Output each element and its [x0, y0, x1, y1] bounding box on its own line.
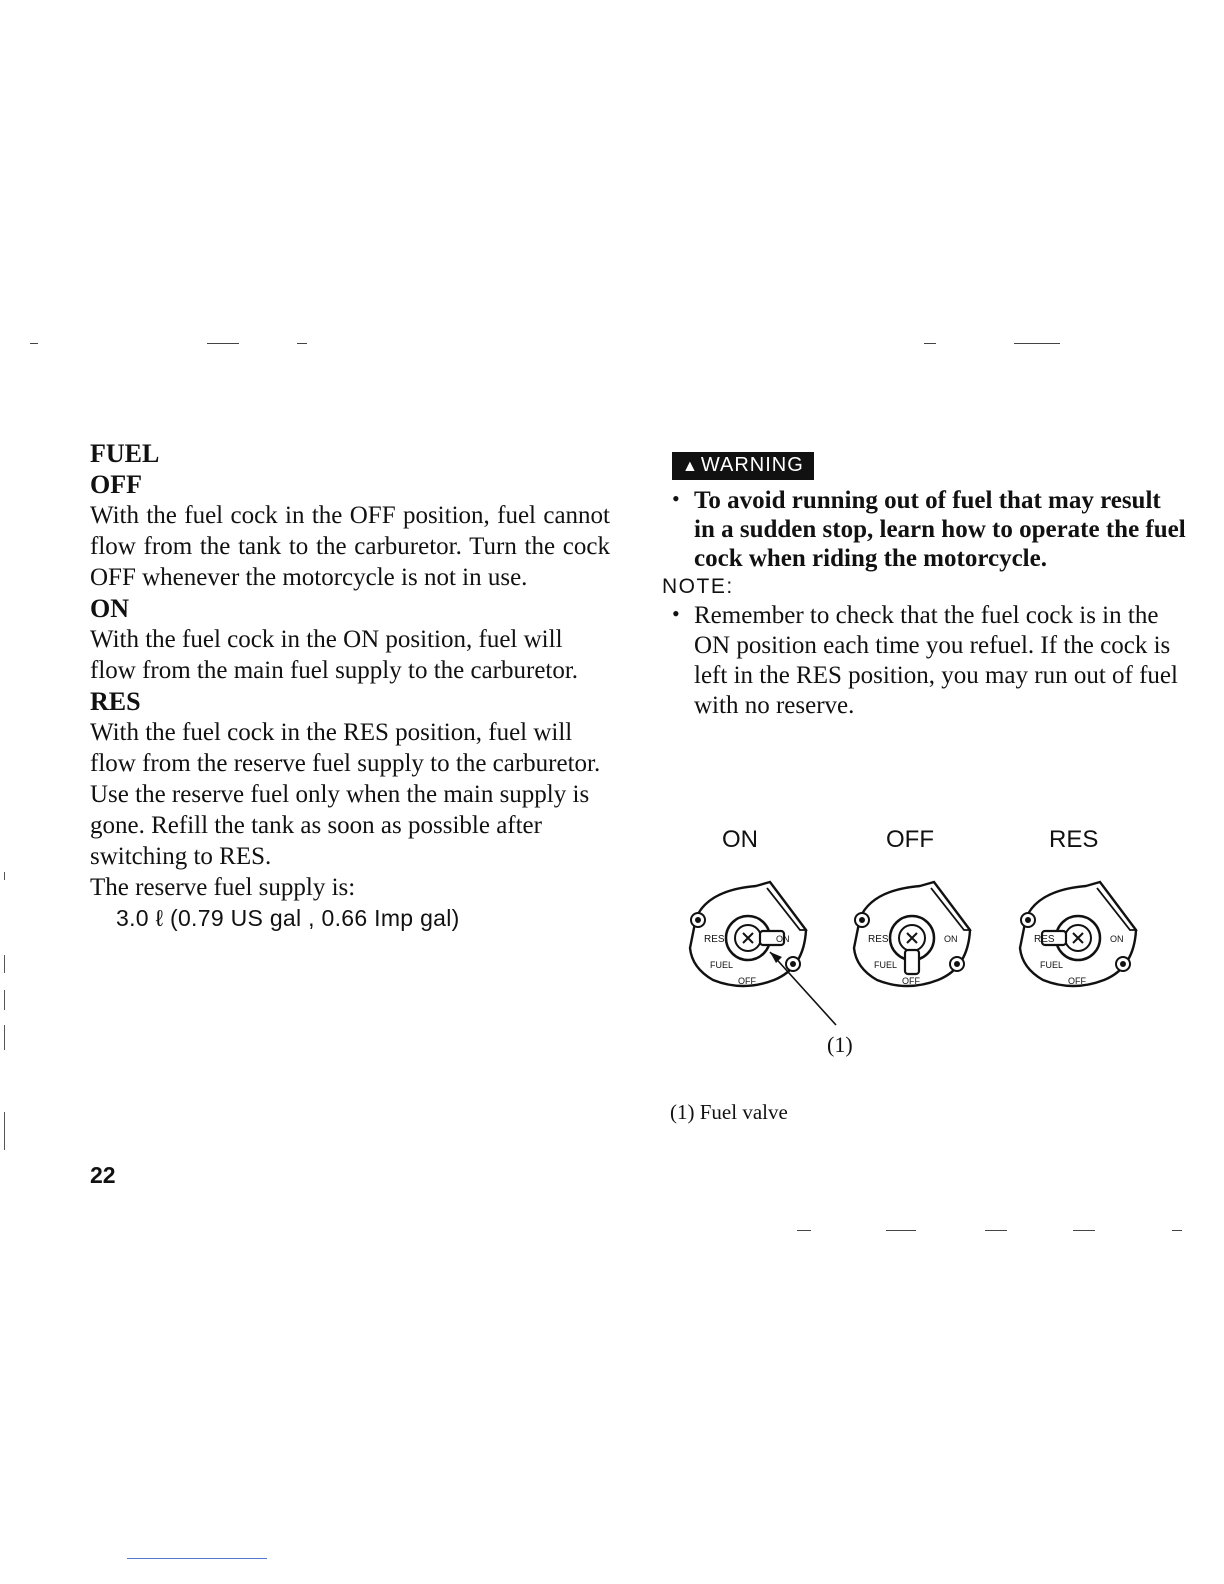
scan-mark	[985, 1230, 1007, 1231]
dial-text-fuel: FUEL	[1040, 960, 1064, 970]
warning-badge	[672, 452, 814, 480]
scan-mark	[924, 343, 936, 344]
scan-mark	[297, 343, 307, 344]
scan-mark	[207, 343, 239, 344]
scan-mark	[4, 1112, 5, 1150]
note-label: NOTE:	[662, 575, 734, 598]
dial-off	[854, 882, 970, 986]
scan-mark	[30, 343, 38, 344]
dial-text-on: ON	[944, 934, 958, 944]
scan-mark	[886, 1230, 916, 1231]
figure-caption: (1) Fuel valve	[670, 1100, 788, 1124]
dial-text-res: RES	[868, 934, 889, 945]
dial-text-res: RES	[704, 934, 725, 945]
dial-text-off: OFF	[902, 976, 920, 986]
page-number: 22	[90, 1162, 116, 1188]
reserve-intro: The reserve fuel supply is:	[90, 874, 356, 901]
dial-text-on: ON	[776, 934, 790, 944]
scan-mark	[4, 990, 5, 1010]
fuel-valve-diagram	[670, 860, 1150, 1040]
on-text: With the fuel cock in the ON position, fuel will flow from the main fuel supply to the carburetor.	[90, 626, 579, 684]
scan-mark	[1172, 1230, 1182, 1231]
scan-mark	[4, 872, 5, 880]
callout-leader-line	[770, 952, 836, 1025]
dial-res	[1020, 882, 1136, 986]
scan-mark	[1014, 343, 1060, 344]
bottom-rule	[127, 1558, 267, 1559]
warning-item	[662, 486, 1187, 573]
warning-text: To avoid running out of fuel that may result in a sudden stop, learn how to operate the fuel cock when riding the motorcycle.	[694, 487, 1186, 572]
scan-mark	[4, 955, 5, 973]
section-title: FUEL	[90, 439, 160, 468]
bullet-icon: •	[672, 486, 680, 511]
res-text: With the fuel cock in the RES position, fuel will flow from the reserve fuel supply to the carburetor. Use the reserve fuel only when the main supply is gone. Refill the tank as soon as possible after switching to RES.	[90, 719, 601, 870]
dial-text-res: RES	[1034, 934, 1055, 945]
off-heading: OFF	[90, 470, 142, 499]
position-label-on: ON	[722, 826, 758, 853]
res-heading: RES	[90, 687, 141, 716]
reserve-capacity: 3.0 ℓ (0.79 US gal , 0.66 Imp gal)	[116, 905, 460, 931]
position-label-off: OFF	[886, 826, 934, 853]
warning-label: WARNING	[700, 454, 804, 476]
warning-and-note	[662, 452, 1187, 721]
fuel-cock-description	[90, 438, 610, 934]
callout-number: (1)	[827, 1032, 853, 1057]
scan-mark	[797, 1230, 811, 1231]
note-text: Remember to check that the fuel cock is in the ON position each time you refuel. If the cock is left in the RES position, you may run out of fuel with no reserve.	[694, 602, 1178, 719]
note-item	[662, 601, 1187, 721]
dial-text-fuel: FUEL	[874, 960, 898, 970]
on-heading: ON	[90, 594, 129, 623]
dial-on	[690, 882, 806, 986]
dial-text-on: ON	[1110, 934, 1124, 944]
warning-triangle-icon: ▲	[682, 458, 699, 475]
dial-text-fuel: FUEL	[710, 960, 734, 970]
position-label-res: RES	[1049, 826, 1099, 853]
dial-text-off: OFF	[1068, 976, 1086, 986]
scan-mark	[4, 1025, 5, 1050]
bullet-icon: •	[672, 601, 680, 626]
dial-text-off: OFF	[738, 976, 756, 986]
scan-mark	[1073, 1230, 1095, 1231]
off-text: With the fuel cock in the OFF position, fuel cannot flow from the tank to the carburetor. Turn the cock OFF whenever the motorcycle is not in use.	[90, 502, 610, 591]
